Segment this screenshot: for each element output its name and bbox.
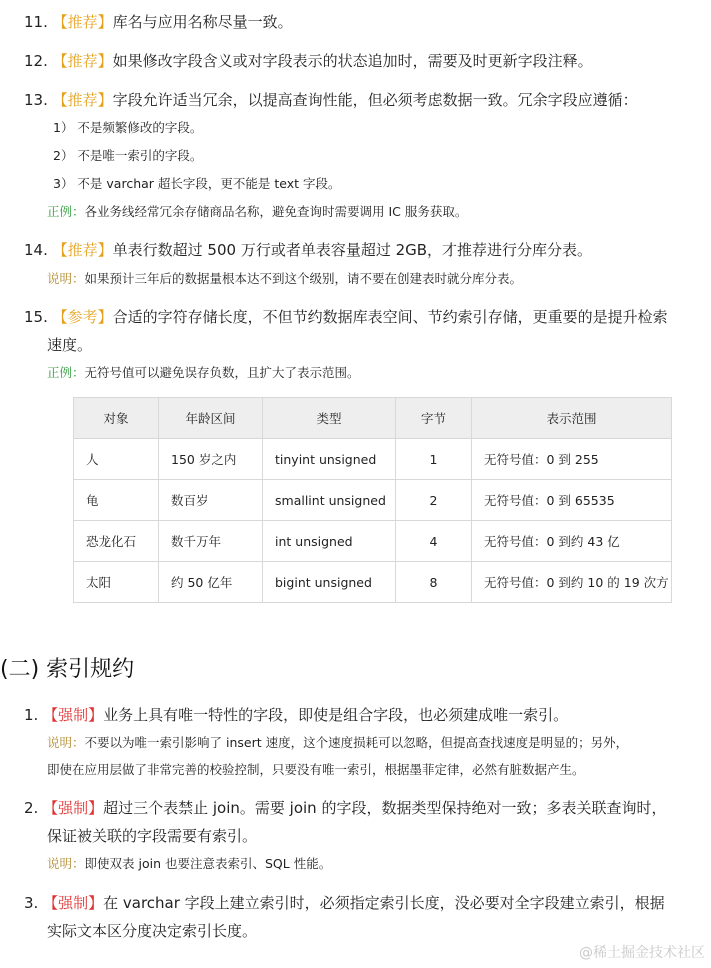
mandatory-tag: 【强制】 [43,706,104,724]
cell-object: 人 [74,439,159,480]
note-index-1 [47,734,628,752]
rule-item-15 [24,307,668,327]
item-text: 合适的字符存储长度，不但节约数据库表空间、节约索引存储，更重要的是提升检索 [112,308,668,326]
cell-age: 数千万年 [159,521,263,562]
item-number: 14. [24,241,48,259]
cell-range: 无符号值：0 到 255 [472,439,672,480]
index-rule-3-cont: 实际文本区分度决定索引长度。 [47,922,258,940]
item-text: 库名与应用名称尽量一致。 [112,13,293,31]
example-text: 无符号值可以避免误存负数，且扩大了表示范围。 [84,365,360,380]
note-14 [47,270,522,288]
recommend-tag: 【推荐】 [52,52,113,70]
cell-type: smallint unsigned [263,480,396,521]
cell-range: 无符号值：0 到约 10 的 19 次方 [472,562,672,603]
item-text: 超过三个表禁止 join。需要 join 的字段，数据类型保持绝对一致；多表关联查询时， [103,799,667,817]
cell-range: 无符号值：0 到 65535 [472,480,672,521]
cell-age: 数百岁 [159,480,263,521]
range-table [73,397,672,603]
header-age: 年龄区间 [159,398,263,439]
cell-age: 150 岁之内 [159,439,263,480]
example-text: 各业务线经常冗余存储商品名称，避免查询时需要调用 IC 服务获取。 [84,204,468,219]
index-rule-3 [24,893,665,913]
cell-type: bigint unsigned [263,562,396,603]
cell-type: int unsigned [263,521,396,562]
item-number: 11. [24,13,48,31]
header-bytes: 字节 [396,398,472,439]
rule-item-12 [24,51,593,71]
example-13 [47,203,467,221]
sub-rule-1: 1） 不是频繁修改的字段。 [53,120,203,135]
cell-object: 恐龙化石 [74,521,159,562]
cell-bytes: 1 [396,439,472,480]
note-label: 说明： [47,271,85,286]
index-rule-2-cont: 保证被关联的字段需要有索引。 [47,827,258,845]
rule-item-15-cont: 速度。 [47,336,93,354]
table-row [74,521,672,562]
header-object: 对象 [74,398,159,439]
item-number: 1. [24,706,39,724]
item-text: 业务上具有唯一特性的字段，即使是组合字段，也必须建成唯一索引。 [103,706,569,724]
item-text: 如果修改字段含义或对字段表示的状态追加时，需要及时更新字段注释。 [112,52,593,70]
cell-object: 太阳 [74,562,159,603]
index-rule-2 [24,798,666,818]
example-15 [47,364,360,382]
note-text: 如果预计三年后的数据量根本达不到这个级别，请不要在创建表时就分库分表。 [84,271,523,286]
rule-item-11 [24,12,293,32]
table-row [74,562,672,603]
example-label: 正例： [47,204,85,219]
header-type: 类型 [263,398,396,439]
rule-item-14 [24,240,592,260]
recommend-tag: 【推荐】 [52,91,113,109]
item-text: 在 varchar 字段上建立索引时，必须指定索引长度，没必要对全字段建立索引，根据 [103,894,665,912]
watermark: @稀土掘金技术社区 [579,945,705,961]
rule-item-13 [24,90,638,110]
cell-range: 无符号值：0 到约 43 亿 [472,521,672,562]
sub-rule-2: 2） 不是唯一索引的字段。 [53,148,203,163]
index-rule-1 [24,705,568,725]
note-index-2 [47,855,331,873]
sub-rule-3: 3） 不是 varchar 超长字段，更不能是 text 字段。 [53,176,341,191]
item-text: 单表行数超过 500 万行或者单表容量超过 2GB，才推荐进行分库分表。 [112,241,593,259]
cell-bytes: 8 [396,562,472,603]
item-number: 12. [24,52,48,70]
item-text: 字段允许适当冗余，以提高查询性能，但必须考虑数据一致。冗余字段应遵循： [112,91,638,109]
cell-bytes: 4 [396,521,472,562]
cell-object: 龟 [74,480,159,521]
note-label: 说明： [47,856,85,871]
table-row [74,439,672,480]
reference-tag: 【参考】 [52,308,113,326]
note-text: 即使双表 join 也要注意表索引、SQL 性能。 [84,856,332,871]
cell-bytes: 2 [396,480,472,521]
mandatory-tag: 【强制】 [43,799,104,817]
header-range: 表示范围 [472,398,672,439]
cell-age: 约 50 亿年 [159,562,263,603]
note-text: 不要以为唯一索引影响了 insert 速度，这个速度损耗可以忽略，但提高查找速度是明显的；另外， [84,735,629,750]
section-title: (二) 索引规约 [0,657,135,682]
item-number: 3. [24,894,39,912]
mandatory-tag: 【强制】 [43,894,104,912]
recommend-tag: 【推荐】 [52,241,113,259]
item-number: 15. [24,308,48,326]
note-label: 说明： [47,735,85,750]
example-label: 正例： [47,365,85,380]
note-index-1-cont: 即使在应用层做了非常完善的校验控制，只要没有唯一索引，根据墨菲定律，必然有脏数据产生。 [47,762,585,777]
cell-type: tinyint unsigned [263,439,396,480]
recommend-tag: 【推荐】 [52,13,113,31]
table-header-row [74,398,672,439]
table-row [74,480,672,521]
item-number: 2. [24,799,39,817]
item-number: 13. [24,91,48,109]
